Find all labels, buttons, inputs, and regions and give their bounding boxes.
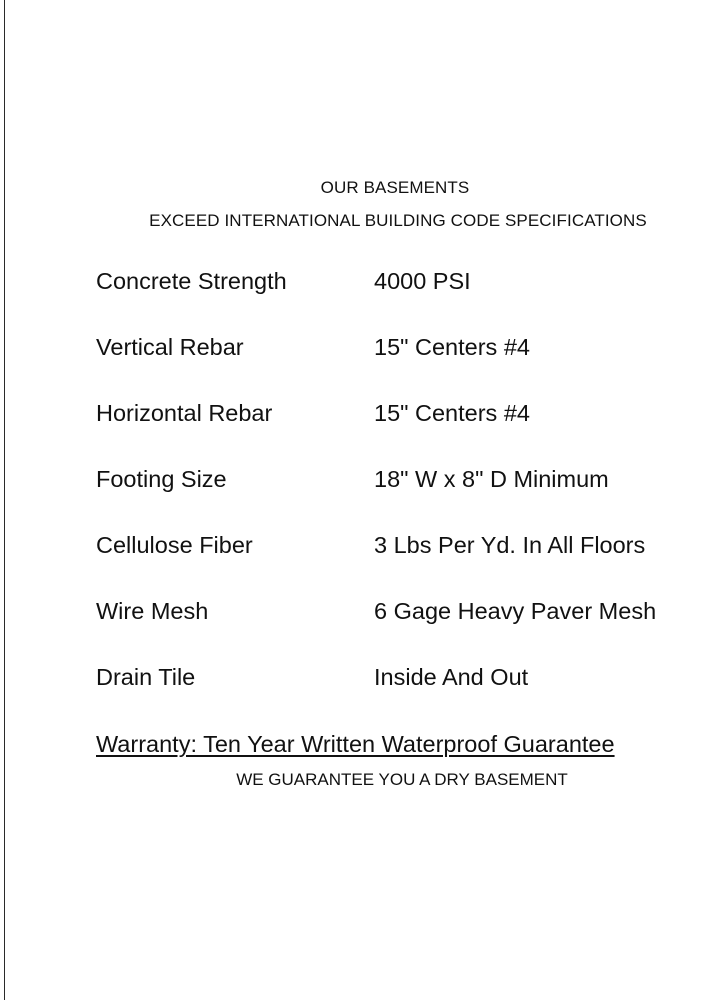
spec-row-concrete-strength xyxy=(0,268,727,302)
spec-value: Inside And Out xyxy=(374,664,529,690)
spec-label: Footing Size xyxy=(96,466,227,492)
spec-row-footing-size xyxy=(0,466,727,500)
spec-label: Wire Mesh xyxy=(96,598,209,624)
spec-value: 15" Centers #4 xyxy=(374,400,530,426)
spec-label: Cellulose Fiber xyxy=(96,532,253,558)
warranty-statement: Warranty: Ten Year Written Waterproof Guarantee xyxy=(96,731,615,757)
spec-value: 3 Lbs Per Yd. In All Floors xyxy=(374,532,646,558)
spec-value: 15" Centers #4 xyxy=(374,334,530,360)
spec-row-horizontal-rebar xyxy=(0,400,727,434)
spec-label: Horizontal Rebar xyxy=(96,400,273,426)
spec-value: 6 Gage Heavy Paver Mesh xyxy=(374,598,657,624)
spec-value: 18" W x 8" D Minimum xyxy=(374,466,609,492)
spec-row-vertical-rebar xyxy=(0,334,727,368)
spec-value: 4000 PSI xyxy=(374,268,471,294)
spec-row-wire-mesh xyxy=(0,598,727,632)
spec-label: Concrete Strength xyxy=(96,268,287,294)
spec-row-cellulose-fiber xyxy=(0,532,727,566)
heading-line-1: OUR BASEMENTS xyxy=(320,178,470,197)
heading-line-2: EXCEED INTERNATIONAL BUILDING CODE SPECIFICATIONS xyxy=(149,211,647,230)
guarantee-statement: WE GUARANTEE YOU A DRY BASEMENT xyxy=(236,770,568,789)
spec-label: Drain Tile xyxy=(96,664,196,690)
spec-row-drain-tile xyxy=(0,664,727,698)
spec-label: Vertical Rebar xyxy=(96,334,244,360)
